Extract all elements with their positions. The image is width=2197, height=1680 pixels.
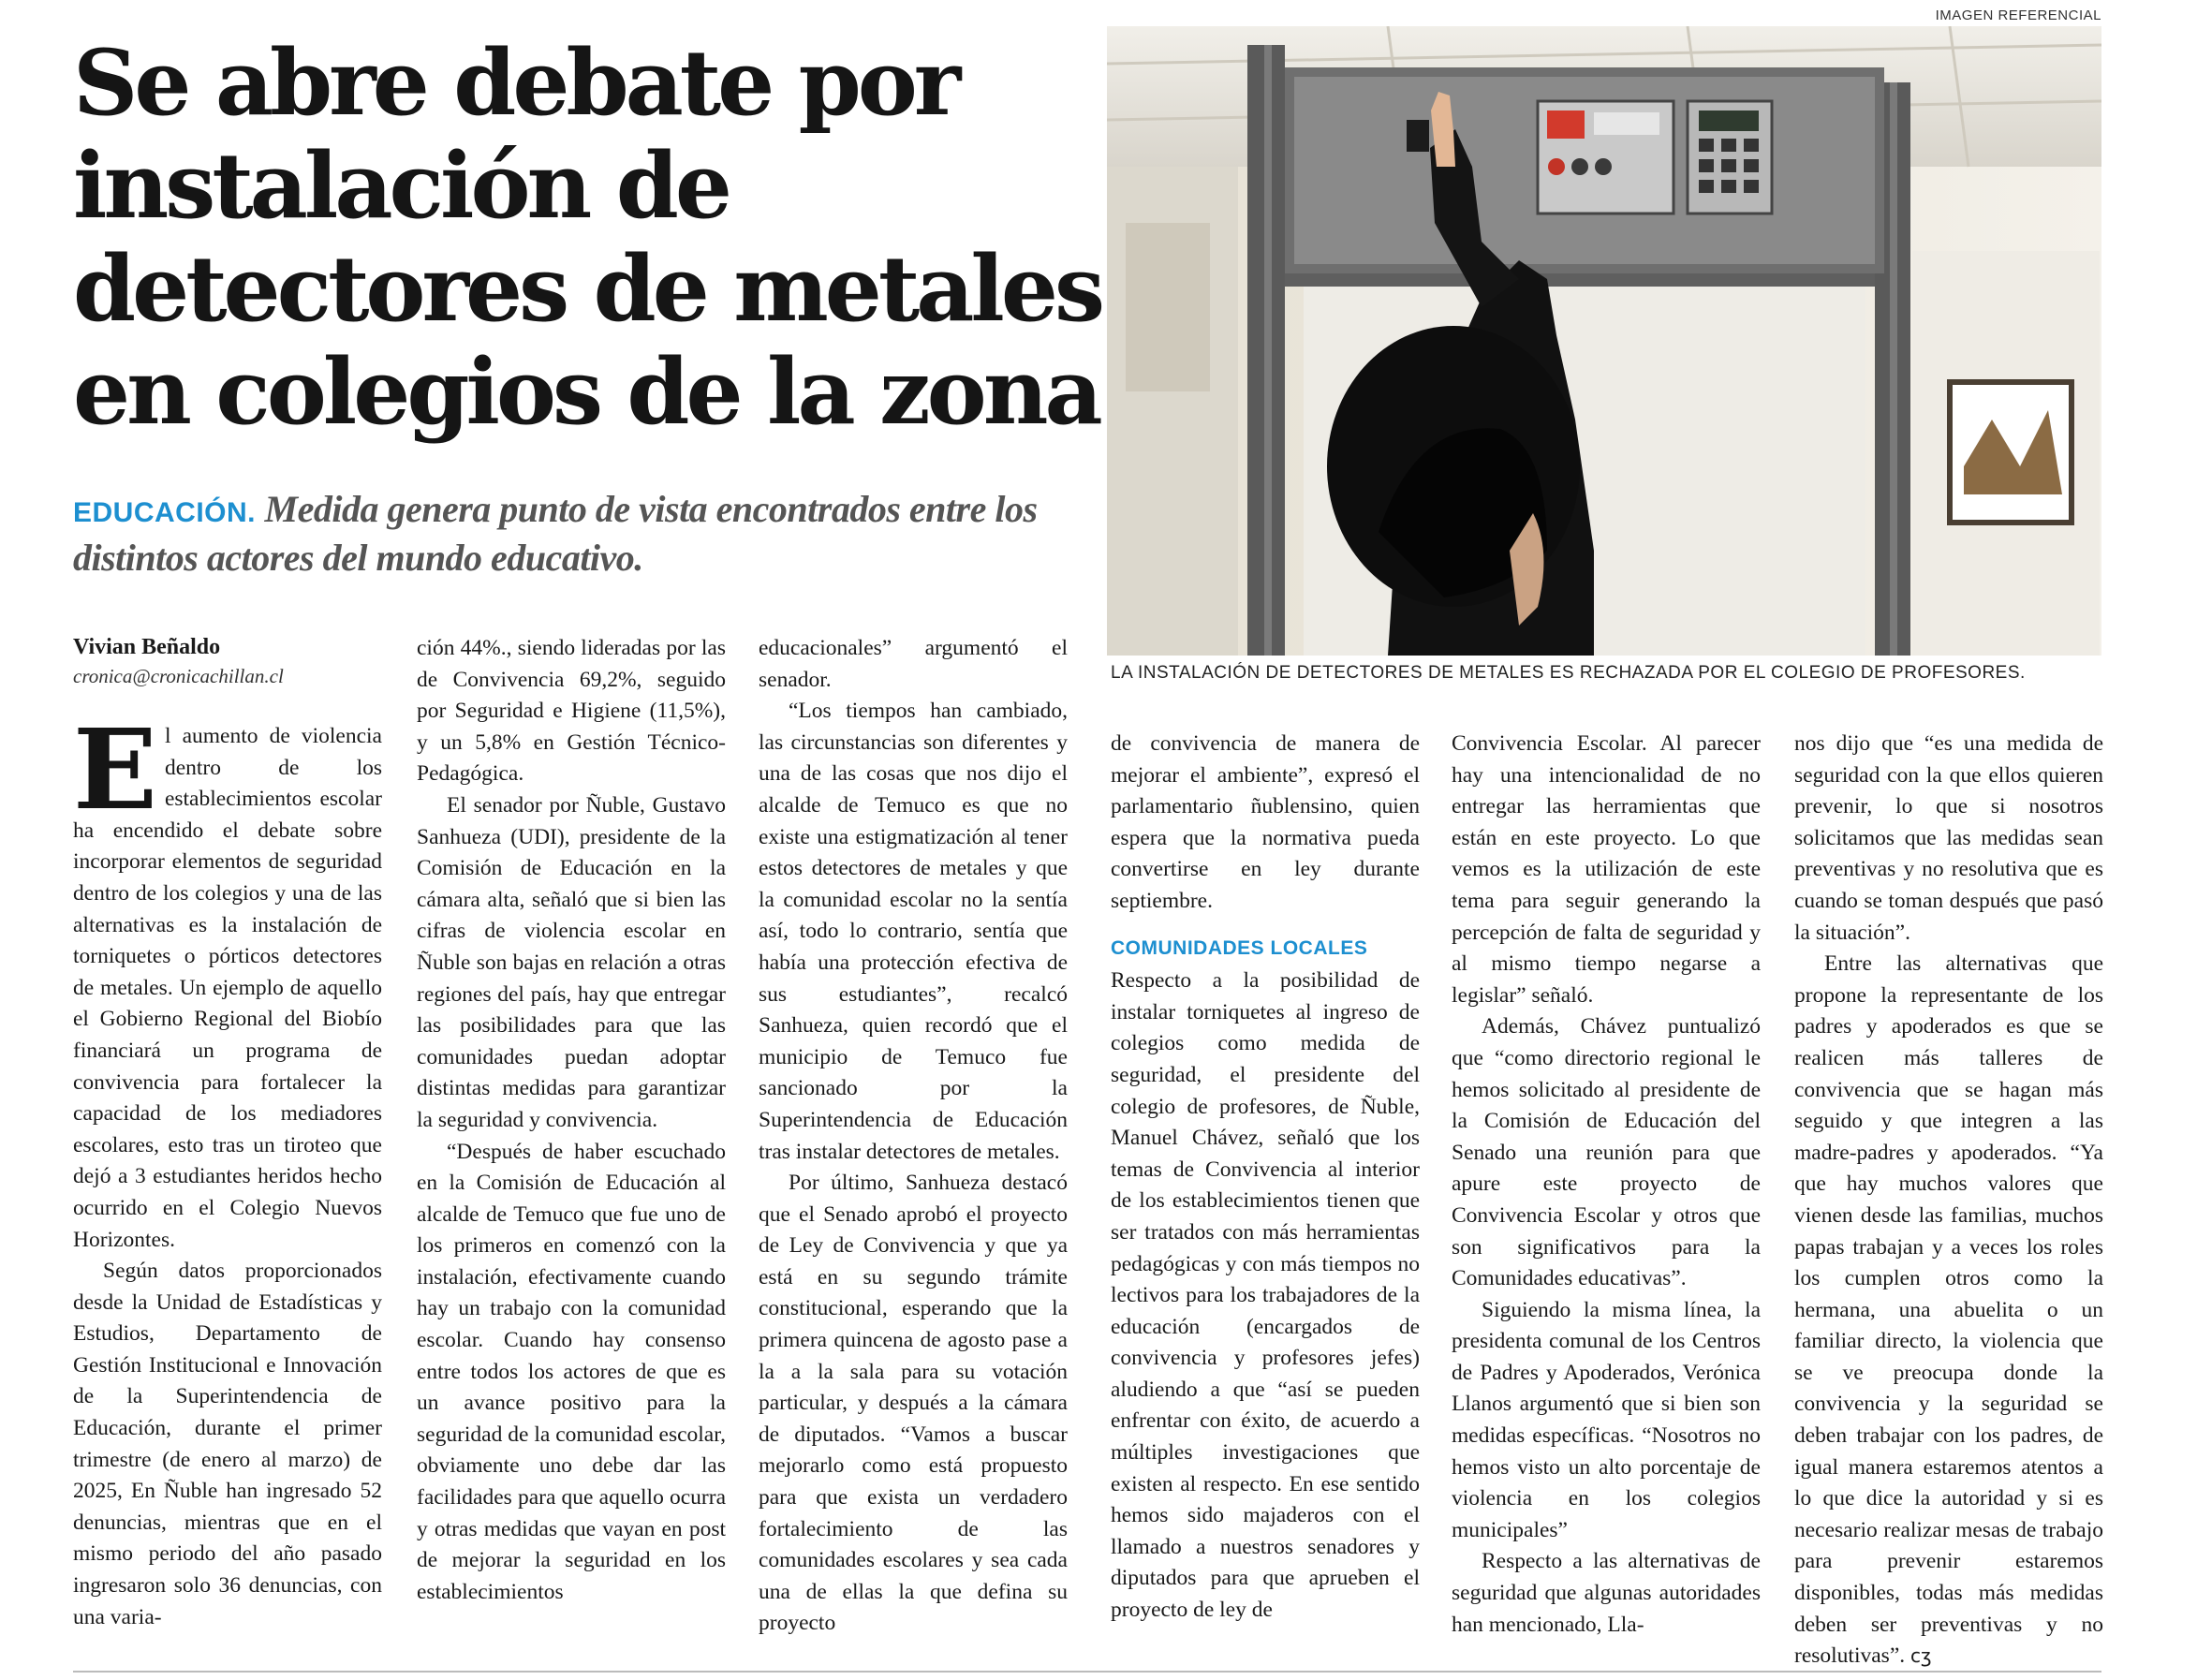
article-paragraph: nos dijo que “es una medida de seguridad con la que ellos quieren prevenir, lo que si nosotros solicitamos que las medidas sean preventivas y no resolutiva que es cuando se toman después que pasó la situación”. [1794,731,2103,945]
photo-caption: LA INSTALACIÓN DE DETECTORES DE METALES ES RECHAZADA POR EL COLEGIO DE PROFESORES. [1111,663,2026,683]
article-paragraph: ción 44%., siendo lideradas por las de Convivencia 69,2%, seguido por Seguridad e Higiene (11,5%), y un 5,8% en Gestión Técnico-Pedagógica. [417,636,726,787]
metal-detector-photo [1107,26,2101,656]
drop-cap: E [73,704,157,834]
headline-line: detectores de metales [73,236,1101,342]
paragraph-text: l aumento de violencia dentro de los establecimientos escolar ha encendido el debate sobre incorporar elementos de seguridad dentro de los colegios y una de las alternativas es la instalación de torniquetes o pórticos detectores de metales. Un ejemplo de aquello el Gobierno Regional del Biobío financiará un programa de convivencia para fortalecer la capacidad de los mediadores escolares, esto tras un tiroteo que dejó a 3 estudiantes heridos hecho ocurrido en el Colegio Nuevos Horizontes. [73,724,382,1252]
paragraph-text: Entre las alternativas que propone la representante de los padres y apoderados es que se realicen más talleres de convivencia que se hagan más seguido y que integren a las madre-padres y apoderados. “Ya que hay muchos valores que vienen desde las familias, muchos papas trabajan y a veces los roles los cumplen otros como la hermana, una abuelita o un familiar directo, la violencia que se ve preocupa donde la convivencia y la seguridad se deben trabajar con los padres, de igual manera estaremos atentos a lo que dice la autoridad y si es necesario realizar mesas de trabajo para prevenir estaremos disponibles, todas más medidas deben ser preventivas y no resolutivas”. [1794,951,2103,1669]
article-column-3 [759,633,1068,1640]
article-paragraph: “Los tiempos han cambiado, las circunstancias son diferentes y una de las cosas que nos dijo el alcalde de Temuco es que no existe una estigmatización al tener estos detectores de metales y que la comunidad escolar no la sentía así, todo lo contrario, sentía que había una protección efectiva de sus estudiantes”, recalcó Sanhueza, quien recordó que el municipio de Temuco fue sancionado por la Superintendencia de Educación tras instalar detectores de metales. [759,699,1068,1164]
article-paragraph: de convivencia de manera de mejorar el ambiente”, expresó el parlamentario ñublensino, quien espera que la normativa pueda convertirse en ley durante septiembre. [1111,731,1420,913]
article-paragraph: educacionales” argumentó el senador. [759,636,1068,692]
article-paragraph: El senador por Ñuble, Gustavo Sanhueza (UDI), presidente de la Comisión de Educación en la cámara alta, señaló que si bien las cifras de violencia escolar en Ñuble son bajas en relación a otras regiones del país, hay que entregar las posibilidades para que las comunidades puedan adoptar distintas medidas para garantizar la seguridad y convivencia. [417,792,726,1132]
article-column-6 [1794,729,2103,1673]
article-paragraph [1794,949,2103,1673]
byline-email[interactable]: cronica@cronicachillan.cl [73,665,284,687]
article-paragraph: Respecto a la posibilidad de instalar torniquetes al ingreso de colegios como medida de seguridad, el presidente del colegio de profesores, de Ñuble, Manuel Chávez, señaló que los temas de Convivencia al interior de los establecimientos tienen que ser tratados con más herramientas pedagógicas y con más tiempos no lectivos para los trabajadores de la educación (encargados de convivencia y profesores jefes) aludiendo a que “así se pueden enfrentar con éxito, de acuerdo a múltiples investigaciones que existen al respecto. En ese sentido hemos sido majaderos con el llamado a nuestros senadores y diputados para que aprueben el proyecto de ley de [1111,968,1420,1623]
article-column-2 [417,633,726,1608]
article-paragraph: “Después de haber escuchado en la Comisión de Educación al alcalde de Temuco que fue uno de los primeros en comenzó con la instalación, efectivamente cuando hay un trabajo con la comunidad escolar. Cuando hay consenso entre todos los actores de que es un avance positivo para la seguridad de la comunidad escolar, obviamente uno debe dar las facilidades para que aquello ocurra y otras medidas que vayan en post de mejorar la seguridad en los establecimientos [417,1139,726,1604]
headline-line: instalación de [73,133,729,239]
headline-line: en colegios de la zona [73,339,1099,445]
byline-author: Vivian Beñaldo [73,635,221,659]
article-paragraph [73,704,382,1256]
headline [73,30,1101,445]
subhead [73,487,1094,581]
article-column-5 [1452,729,1761,1641]
article-paragraph: Siguiendo la misma línea, la presidenta comunal de los Centros de Padres y Apoderados, Verónica Llanos argumentó que si bien son medidas específicas. “Nosotros no hemos visto un alto porcentaje de violencia en los colegios municipales” [1452,1297,1761,1542]
end-mark-icon: ᴄʒ [1910,1644,1932,1668]
section-label: EDUCACIÓN. [73,497,257,528]
divider [73,1671,2101,1673]
article-paragraph: Respecto a las alternativas de seguridad que algunas autoridades han mencionado, Lla- [1452,1549,1761,1637]
article-column-1 [73,704,382,1633]
subhead-text: Medida genera punto de vista encontrados entre los distintos actores del mundo educativo. [73,488,1038,579]
metal-detector-illustration [1107,26,2101,656]
headline-line: Se abre debate por [73,30,958,136]
article-paragraph: Por último, Sanhueza destacó que el Senado aprobó el proyecto de Ley de Convivencia y que ya está en su segundo trámite constitucional, esperando que la primera quincena de agosto pase a la a la sala para su votación particular, y después a la cámara de diputados. “Vamos a buscar mejorarlo como está propuesto para que exista un verdadero fortalecimiento de las comunidades escolares y sea cada una de ellas la que defina su proyecto [759,1171,1068,1636]
section-subtitle: COMUNIDADES LOCALES [1111,936,1368,959]
article-paragraph: Convivencia Escolar. Al parecer hay una intencionalidad de no entregar las herramientas que están en este proyecto. Lo que vemos es la utilización de este tema para seguir generando la percepción de falta de seguridad y al mismo tiempo negarse a legislar” señaló. [1452,731,1761,1008]
article-paragraph: Además, Chávez puntualizó que “como directorio regional le hemos solicitado al presidente de la Comisión de Educación del Senado una reunión para que apure este proyecto de Convivencia Escolar y otros que son significativos para la Comunidades educativas”. [1452,1014,1761,1291]
photo-credit: IMAGEN REFERENCIAL [1935,7,2101,23]
article-paragraph: Según datos proporcionados desde la Unidad de Estadísticas y Estudios, Departamento de Gestión Institucional e Innovación de la Superintendencia de Educación, durante el primer trimestre (de enero al marzo) de 2025, En Ñuble han ingresado 52 denuncias, mientras que en el mismo periodo del año pasado ingresaron solo 36 denuncias, con una varia- [73,1259,382,1629]
article-column-4 [1111,729,1420,1627]
